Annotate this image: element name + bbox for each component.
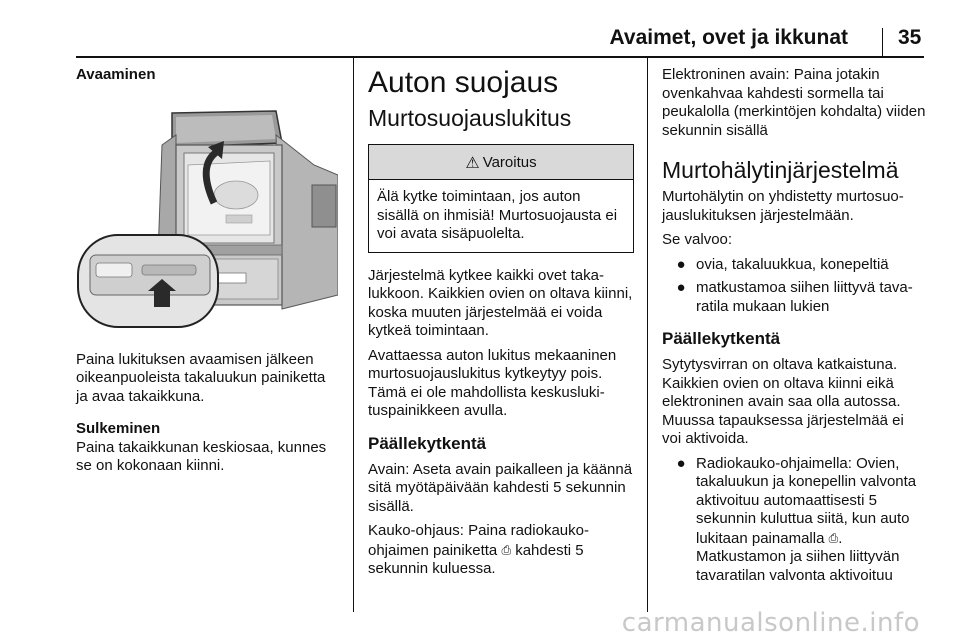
column-middle [368,66,634,585]
page-header [0,0,960,60]
watermark: carmanualsonline.info [621,608,920,638]
list-item [662,256,926,275]
remote-activation-text: Radiokauko-ohjaimella: Ovien, takaluukun ja konepellin valvonta aktivoituu automaattisesti 5 sekunnin kuluttua siitä, kun auto lukitaan painamalla [696,454,917,547]
closing-instructions: Paina takaikkunan keskiosaa, kunnes se on kokonaan kiinni. [76,438,327,474]
column-divider-2 [647,58,648,612]
warning-box [368,144,634,253]
warning-icon: ⚠ [465,152,480,172]
list-item [662,279,926,316]
header-title: Avaimet, ovet ja ikkunat [609,26,848,49]
paragraph-ignition: Sytytysvirran on oltava katkaistuna. Kaikkien ovien on oltava kiinni eikä elektroninen avain saa olla autossa. Muussa tapauksessa järjestelmää ei voi aktivoida. [662,356,904,447]
paragraph-deadlock: Järjestelmä kytkee kaikki ovet takalukkoon. Kaikkien ovien on oltava kiinni, koska muuten järjestelmää ei voida kytkeä toimintaan. [368,266,633,339]
section-title-alarm: Murtohälytinjärjestelmä [662,157,899,183]
section-label-closing: Sulkeminen [76,420,161,437]
tailgate-illustration [76,95,338,331]
bullet-icon: ● [676,255,686,273]
paragraph-electronic-key: Elektroninen avain: Paina jotakin ovenkahvaa kahdesti sormella tai peukalolla (merkintöjen kohdalta) viiden sekunnin sisällä [662,66,926,139]
opening-instructions: Paina lukituksen avaamisen jälkeen oikeanpuoleista takaluukun painiketta ja avaa takaikkuna. [76,350,326,405]
header-rule [76,56,924,58]
paragraph-key: Avain: Aseta avain paikalleen ja käännä sitä myötäpäivään kahdesti 5 sekunnin sisällä. [368,460,633,515]
list-item-text: matkustamoa siihen liittyvä tavaratila mukaan lukien [696,279,913,315]
bullet-icon: ● [676,279,686,296]
section-label-opening: Avaaminen [76,66,156,83]
warning-label: Varoitus [482,153,537,171]
paragraph-mechanical: Avattaessa auton lukitus mekaaninen murtosuojauslukitus kytkeytyy pois. Tämä ei ole mahdollista keskuslukituspainikkeen avulla. [368,346,617,419]
heading-activation: Päällekytkentä [368,433,487,453]
section-subtitle: Murtosuojauslukitus [368,105,572,131]
header-separator [882,28,883,56]
bullet-icon: ● [676,454,686,472]
list-item [662,455,926,586]
paragraph-remote [368,522,634,579]
warning-header [369,145,633,180]
lock-button-icon: ⎙ [501,542,512,557]
paragraph-monitors: Se valvoo: [662,231,733,248]
section-title: Auton suojaus [368,66,559,99]
page-number: 35 [898,26,922,49]
remote-text-start: Kauko-ohjaus: Paina radiokaukoohjaimen painiketta [368,522,589,559]
lock-button-icon: ⎙ [828,530,839,545]
heading-activation-alarm: Päällekytkentä [662,329,781,348]
list-item-text [696,455,926,586]
column-right [662,66,926,590]
list-item-text: ovia, takaluukkua, konepeltiä [696,255,889,273]
warning-text: Älä kytke toimintaan, jos auton sisällä on ihmisiä! Murtosuojausta ei voi avata sisäpuolelta. [377,188,618,242]
paragraph-alarm-intro: Murtohälytin on yhdistetty murtosuojauslukituksen järjestelmään. [662,188,904,224]
remote-activation-text-end: . Matkustamon ja siihen liittyvän tavaratilan valvonta aktivoituu [696,529,900,584]
remote-text-end: kahdesti 5 sekunnin kuluessa. [368,541,584,577]
column-left [76,66,338,482]
column-divider-1 [353,58,354,612]
